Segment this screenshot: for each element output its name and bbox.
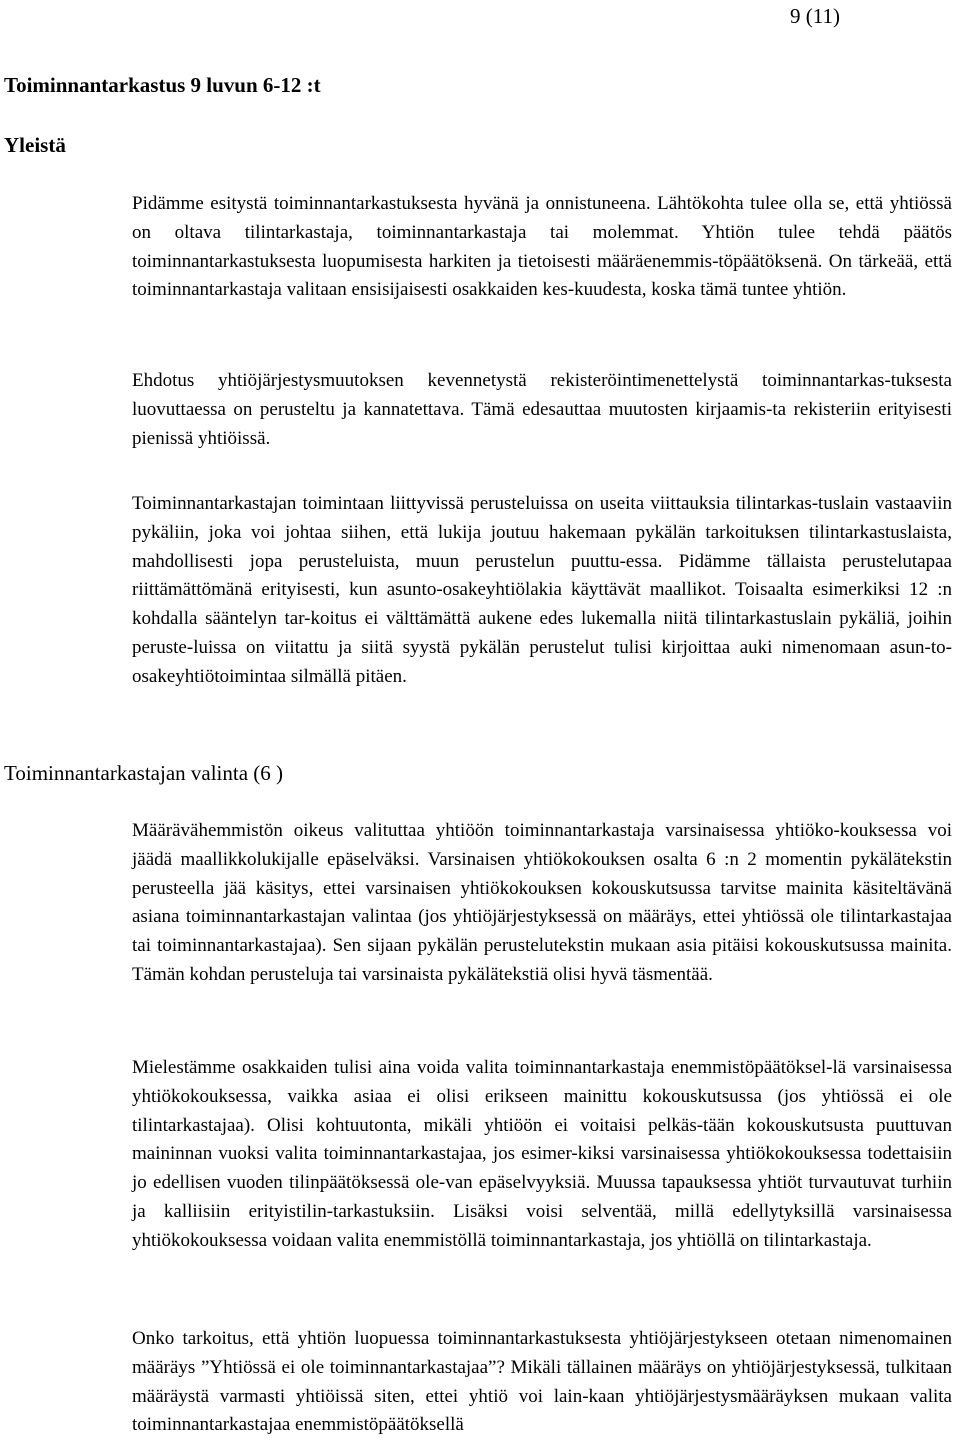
section-heading-general: Yleistä [4, 133, 66, 157]
paragraph-5: Mielestämme osakkaiden tulisi aina voida valita toiminnantarkastaja enemmistöpäätöksel-lä varsinaisessa yhtiökokouksessa, vaikka asiaa ei olisi erikseen mainittu kokouskutsussa (jos yhtiössä ei ole tilintarkastajaa). Olisi kohtuutonta, mikäli yhtiöön ei voitaisi pelkäs-tään kokouskutsusta puuttuvan maininnan vuoksi valita toiminnantarkastajaa, jos esimer-kiksi varsinaisessa yhtiökokouksessa todettaisiin jo edellisen vuoden tilinpäätöksessä ole-van epäselvyyksiä. Muussa tapauksessa yhtiöt turvautuvat turhiin ja kalliisiin erityistilin-tarkastuksiin. Lisäksi voisi selventää, millä edellytyksillä varsinaisessa yhtiökokouksessa voidaan valita enemmistöllä toiminnantarkastaja, jos yhtiöllä on tilintarkastaja. [132, 1057, 952, 1251]
paragraph-3: Toiminnantarkastajan toimintaan liittyvissä perusteluissa on useita viittauksia tilintarkas-tuslain vastaaviin pykäliin, joka voi johtaa siihen, että lukija joutuu hakemaan pykälän tarkoituksen tilintarkastuslaista, mahdollisesti jopa perusteluista, muun perustelun puuttu-essa. Pidämme tällaista perustelutapaa riittämättömänä erityisesti, kun asunto-osakeyhtiölakia käyttävät maallikot. Toisaalta esimerkiksi 12 :n kohdalla sääntelyn tar-koitus ei välttämättä aukene edes lukemalla niitä tilintarkastuslain pykäliä, joihin peruste-luissa on viitattu ja siitä syystä pykälän perustelut tulisi kirjoittaa auki nimenomaan asun-to-osakeyhtiötoimintaa silmällä pitäen. [132, 493, 952, 687]
paragraph-2: Ehdotus yhtiöjärjestysmuutoksen kevennetystä rekisteröintimenettelystä toiminnantarkas-tuksesta luovuttaessa on perusteltu ja kannatettava. Tämä edesauttaa muutosten kirjaamis-ta rekisteriin erityisesti pienissä yhtiöissä. [132, 370, 952, 449]
section-heading-main: Toiminnantarkastus 9 luvun 6-12 :t [4, 73, 321, 97]
page-number: 9 (11) [790, 4, 840, 28]
paragraph-6: Onko tarkoitus, että yhtiön luopuessa toiminnantarkastuksesta yhtiöjärjestykseen otetaan nimenomainen määräys ”Yhtiössä ei ole toiminnantarkastajaa”? Mikäli tällainen määräys on yhtiöjärjestyksessä, tulkitaan määräystä varmasti yhtiöissä siten, ettei yhtiö voi lain-kaan yhtiöjärjestysmääräyksen mukaan valita toiminnantarkastajaa enemmistöpäätöksellä [132, 1328, 952, 1436]
paragraph-1: Pidämme esitystä toiminnantarkastuksesta hyvänä ja onnistuneena. Lähtökohta tulee olla se, että yhtiössä on oltava tilintarkastaja, toiminnantarkastaja tai molemmat. Yhtiön tulee tehdä päätös toiminnantarkastuksesta luopumisesta harkiten ja tietoisesti määräenemmis-töpäätöksenä. On tärkeää, että toiminnantarkastaja valitaan ensisijaisesti osakkaiden kes-kuudesta, koska tämä tuntee yhtiön. [132, 193, 952, 301]
paragraph-4: Määrävähemmistön oikeus valituttaa yhtiöön toiminnantarkastaja varsinaisessa yhtiöko-kouksessa voi jäädä maallikkolukijalle epäselväksi. Varsinaisen yhtiökokouksen osalta 6 :n 2 momentin pykälätekstin perusteella jää käsitys, ettei varsinaisen yhtiökokouksen kokouskutsussa tarvitse mainita käsiteltävänä asiana toiminnantarkastajan valintaa (jos yhtiöjärjestyksessä on määräys, ettei yhtiössä ole tilintarkastajaa tai toiminnantarkastajaa). Sen sijaan pykälän perustelutekstin mukaan asia pitäisi kokouskutsussa mainita. Tämän kohdan perusteluja tai varsinaista pykälätekstiä olisi hyvä täsmentää. [132, 820, 952, 985]
section-heading-selection: Toiminnantarkastajan valinta (6 ) [4, 761, 284, 785]
